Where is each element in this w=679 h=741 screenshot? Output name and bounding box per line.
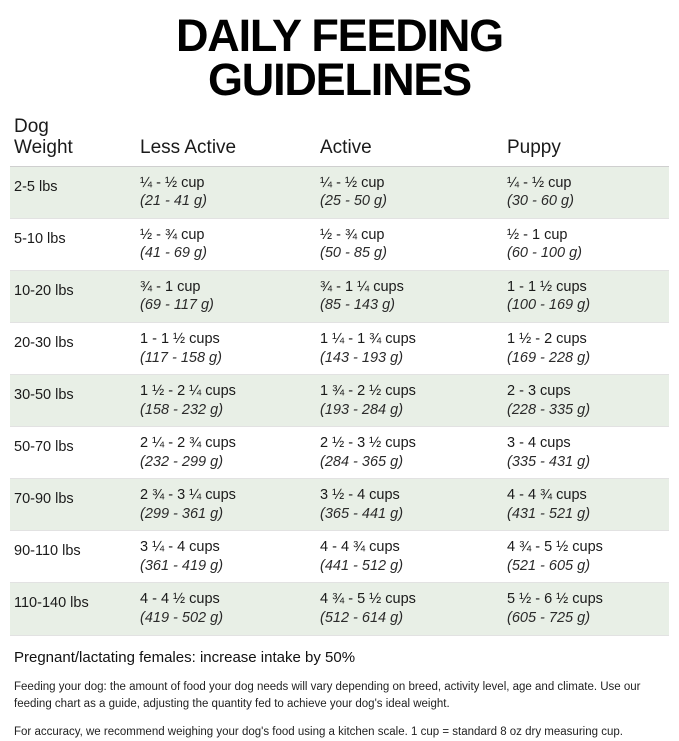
cell-puppy	[501, 270, 669, 322]
cell-dog-weight: 30-50 lbs	[10, 375, 134, 427]
cell-puppy-grams: (30 - 60 g)	[507, 193, 574, 210]
cell-active	[314, 583, 501, 635]
feeding-note-paragraph-1: Feeding your dog: the amount of food your dog needs will vary depending on breed, activity level, age and climate. Use our feeding chart as a guide, adjusting the quantity fed to achieve your dog's ideal weight.	[14, 681, 641, 710]
cell-puppy-grams: (605 - 725 g)	[507, 610, 591, 627]
cell-puppy	[501, 479, 669, 531]
cell-active-cups: 4 ¾ - 5 ½ cups	[320, 591, 416, 608]
cell-active	[314, 531, 501, 583]
cell-puppy-grams: (100 - 169 g)	[507, 297, 591, 314]
column-header-dog-weight	[10, 116, 134, 166]
column-header-less-active: Less Active	[134, 116, 314, 166]
cell-dog-weight: 2-5 lbs	[10, 166, 134, 218]
cell-less-active	[134, 427, 314, 479]
column-header-puppy: Puppy	[501, 116, 669, 166]
cell-less-active-grams: (21 - 41 g)	[140, 193, 207, 210]
cell-dog-weight: 90-110 lbs	[10, 531, 134, 583]
cell-puppy-cups: 1 - 1 ½ cups	[507, 278, 587, 295]
cell-less-active-grams: (361 - 419 g)	[140, 557, 224, 574]
table-row	[10, 427, 669, 479]
cell-active	[314, 375, 501, 427]
table-row	[10, 323, 669, 375]
cell-less-active	[134, 479, 314, 531]
table-row	[10, 270, 669, 322]
cell-active	[314, 427, 501, 479]
cell-less-active-grams: (158 - 232 g)	[140, 401, 224, 418]
cell-active-cups: 1 ¾ - 2 ½ cups	[320, 383, 416, 400]
cell-less-active	[134, 270, 314, 322]
cell-active-cups: 3 ½ - 4 cups	[320, 487, 400, 504]
cell-less-active-grams: (117 - 158 g)	[140, 349, 222, 366]
cell-puppy-cups: 1 ½ - 2 cups	[507, 331, 587, 347]
cell-less-active	[134, 375, 314, 427]
pregnant-lactating-note: Pregnant/lactating females: increase intake by 50%	[14, 648, 356, 666]
cell-dog-weight: 20-30 lbs	[10, 323, 134, 375]
cell-active-grams: (284 - 365 g)	[320, 453, 404, 470]
cell-dog-weight: 70-90 lbs	[10, 479, 134, 531]
cell-active-grams: (441 - 512 g)	[320, 557, 404, 574]
cell-puppy	[501, 166, 669, 218]
cell-active	[314, 218, 501, 270]
cell-less-active-cups: ½ - ¾ cup	[140, 226, 205, 243]
cell-puppy	[501, 323, 669, 375]
cell-active-grams: (25 - 50 g)	[320, 193, 387, 210]
cell-puppy-grams: (169 - 228 g)	[507, 349, 591, 366]
cell-active-grams: (365 - 441 g)	[320, 505, 404, 522]
cell-dog-weight: 110-140 lbs	[10, 583, 134, 635]
cell-less-active-grams: (299 - 361 g)	[140, 505, 224, 522]
cell-active-cups: 1 ¼ - 1 ¾ cups	[320, 331, 416, 347]
table-row	[10, 375, 669, 427]
page-title-line-2: GUIDELINES	[207, 54, 472, 106]
cell-dog-weight: 10-20 lbs	[10, 270, 134, 322]
page-title	[10, 10, 669, 106]
cell-less-active-grams: (419 - 502 g)	[140, 610, 224, 627]
cell-active	[314, 323, 501, 375]
cell-less-active-grams: (232 - 299 g)	[140, 453, 224, 470]
feeding-note-paragraph-2: For accuracy, we recommend weighing your dog's food using a kitchen scale. 1 cup = standard 8 oz dry measuring cup.	[14, 726, 623, 739]
column-header-active: Active	[314, 116, 501, 166]
cell-less-active-cups: 3 ¼ - 4 cups	[140, 539, 220, 556]
cell-less-active	[134, 166, 314, 218]
cell-puppy	[501, 583, 669, 635]
cell-puppy-grams: (60 - 100 g)	[507, 245, 582, 262]
cell-active	[314, 270, 501, 322]
cell-less-active-cups: 1 - 1 ½ cups	[140, 331, 220, 347]
cell-active-grams: (50 - 85 g)	[320, 245, 387, 262]
cell-less-active-cups: ¾ - 1 cup	[140, 278, 201, 295]
cell-less-active-cups: 4 - 4 ½ cups	[140, 591, 220, 608]
cell-less-active	[134, 531, 314, 583]
cell-dog-weight: 50-70 lbs	[10, 427, 134, 479]
table-header	[10, 116, 669, 166]
cell-active-grams: (85 - 143 g)	[320, 297, 395, 314]
table-row	[10, 479, 669, 531]
cell-puppy-cups: ¼ - ½ cup	[507, 174, 572, 191]
cell-puppy-grams: (335 - 431 g)	[507, 453, 591, 470]
cell-less-active-cups: ¼ - ½ cup	[140, 174, 205, 191]
cell-puppy-cups: 2 - 3 cups	[507, 383, 571, 400]
column-header-dog-weight-line-1: Dog	[14, 116, 49, 138]
cell-puppy	[501, 531, 669, 583]
table-row	[10, 583, 669, 635]
cell-active-cups: 2 ½ - 3 ½ cups	[320, 435, 416, 452]
cell-less-active-cups: 1 ½ - 2 ¼ cups	[140, 383, 236, 400]
column-header-dog-weight-line-2: Weight	[14, 137, 73, 159]
cell-puppy-cups: 4 ¾ - 5 ½ cups	[507, 539, 603, 556]
cell-active-cups: 4 - 4 ¾ cups	[320, 539, 400, 556]
cell-less-active	[134, 583, 314, 635]
cell-puppy-cups: 5 ½ - 6 ½ cups	[507, 591, 603, 608]
cell-less-active-cups: 2 ¾ - 3 ¼ cups	[140, 487, 236, 504]
cell-less-active	[134, 323, 314, 375]
table-row	[10, 166, 669, 218]
cell-puppy-cups: 4 - 4 ¾ cups	[507, 487, 587, 504]
cell-puppy-cups: ½ - 1 cup	[507, 226, 568, 243]
cell-active-grams: (512 - 614 g)	[320, 610, 404, 627]
cell-less-active	[134, 218, 314, 270]
cell-less-active-grams: (69 - 117 g)	[140, 297, 214, 314]
table-row	[10, 218, 669, 270]
cell-puppy	[501, 375, 669, 427]
cell-less-active-grams: (41 - 69 g)	[140, 245, 207, 262]
cell-puppy	[501, 218, 669, 270]
cell-active-cups: ¾ - 1 ¼ cups	[320, 278, 404, 295]
cell-puppy-cups: 3 - 4 cups	[507, 435, 571, 452]
table-header-row	[10, 116, 669, 166]
cell-dog-weight: 5-10 lbs	[10, 218, 134, 270]
cell-active-grams: (193 - 284 g)	[320, 401, 404, 418]
table-row	[10, 531, 669, 583]
page-title-line-1: DAILY FEEDING	[176, 10, 503, 61]
cell-puppy-grams: (521 - 605 g)	[507, 557, 591, 574]
cell-active-cups: ½ - ¾ cup	[320, 226, 385, 243]
cell-less-active-cups: 2 ¼ - 2 ¾ cups	[140, 435, 236, 452]
cell-active-cups: ¼ - ½ cup	[320, 174, 385, 191]
cell-puppy-grams: (228 - 335 g)	[507, 401, 591, 418]
feeding-table	[10, 116, 669, 635]
table-body	[10, 166, 669, 635]
cell-puppy-grams: (431 - 521 g)	[507, 505, 591, 522]
cell-active	[314, 479, 501, 531]
cell-active-grams: (143 - 193 g)	[320, 349, 404, 366]
cell-active	[314, 166, 501, 218]
cell-puppy	[501, 427, 669, 479]
